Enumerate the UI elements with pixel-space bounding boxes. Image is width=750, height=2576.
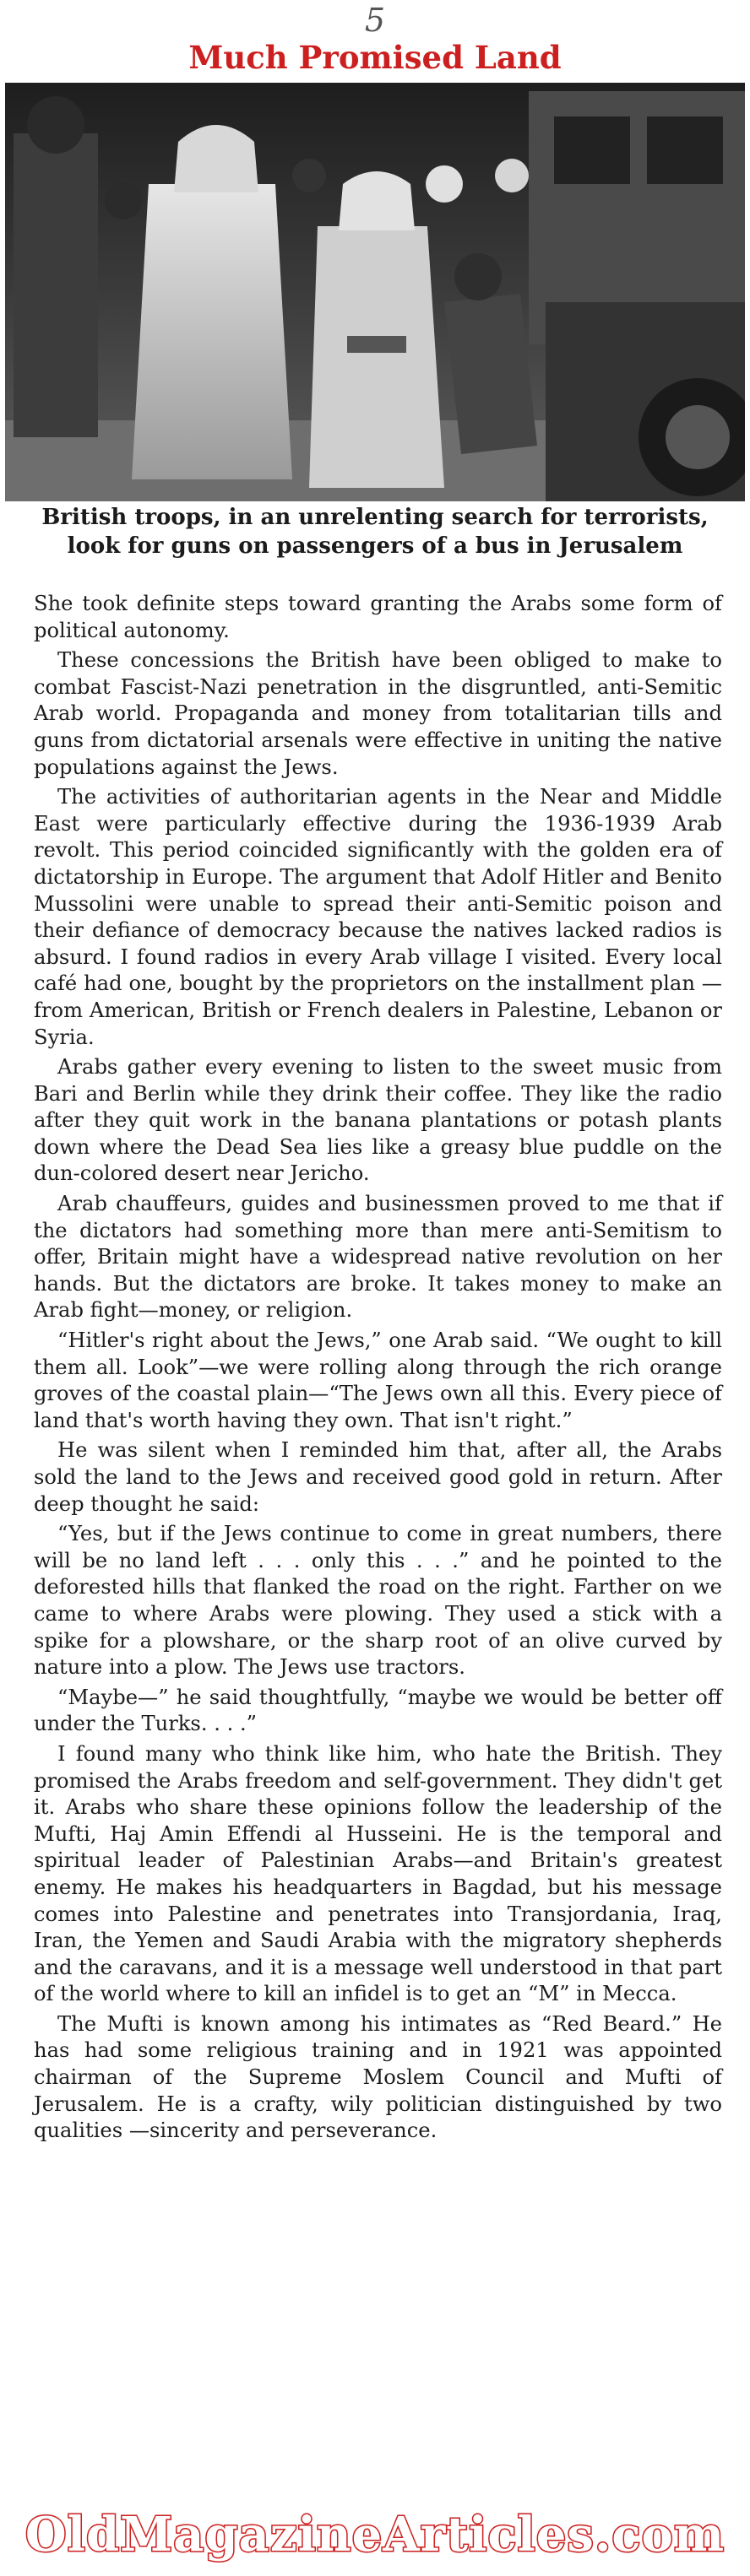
headline: Much Promised Land: [188, 39, 562, 76]
paragraph: Arabs gather every evening to listen to the sweet music from Bari and Berlin while they drink their coffee. They like the radio after they quit work in the banana plantations or potash plants down where the Dead Sea lies like a greasy blue puddle on the dun-colored desert near Jericho.: [34, 1055, 722, 1186]
page-number: 5: [364, 2, 386, 39]
photo-caption: [5, 503, 745, 560]
paragraph: The Mufti is known among his intimates as “Red Beard.” He has had some religious training and in 1921 was appointed chairman of the Supreme Moslem Council and Mufti of Jerusalem. He is a crafty, wily politician distinguished by two qualities —sincerity and perseverance.: [34, 2011, 722, 2143]
paragraph: These concessions the British have been obliged to make to combat Fascist-Nazi penetration in the disgruntled, anti-Semitic Arab world. Propaganda and money from totalitarian tills and guns from dictatorial arsenals were effective in uniting the native populations against the Jews.: [34, 648, 722, 779]
caption-line-2: look for guns on passengers of a bus in Jerusalem: [67, 533, 683, 559]
paragraph: She took definite steps toward granting the Arabs some form of political autonomy.: [34, 592, 722, 642]
paragraph: The activities of authoritarian agents in the Near and Middle East were particularly effective during the 1936-1939 Arab revolt. This period coincided significantly with the golden era of dictatorship in Europe. The argument that Adolf Hitler and Benito Mussolini were unable to spread their anti-Semitic poison and their defiance of democracy because the natives lacked radios is absurd. I found radios in every Arab village I visited. Every local café had one, bought by the proprietors on the installment plan —from American, British or French dealers in Palestine, Lebanon or Syria.: [34, 785, 722, 1049]
paragraph: “Hitler's right about the Jews,” one Arab said. “We ought to kill them all. Look”—we were rolling along through the rich orange groves of the coastal plain—“The Jews own all this. Every piece of land that's worth having they own. That isn't right.”: [34, 1329, 722, 1432]
article-body: [34, 591, 722, 2148]
paragraph: I found many who think like him, who hate the British. They promised the Arabs freedom and self-government. They didn't get it. Arabs who share these opinions follow the leadership of the Mufti, Haj Amin Effendi al Husseini. He is the temporal and spiritual leader of Palestinian Arabs—and Britain's greatest enemy. He makes his headquarters in Bagdad, but his message comes into Palestine and penetrates into Transjordania, Iraq, Iran, the Yemen and Saudi Arabia with the migratory shepherds and the caravans, and it is a message well understood in that part of the world where to kill an infidel is to get an “M” in Mecca.: [34, 1741, 722, 2006]
paragraph: “Maybe—” he said thoughtfully, “maybe we would be better off under the Turks. . . .”: [34, 1685, 722, 1736]
paragraph: He was silent when I reminded him that, after all, the Arabs sold the land to the Jews and received good gold in return. After deep thought he said:: [34, 1438, 722, 1516]
paragraph: Arab chauffeurs, guides and businessmen proved to me that if the dictators had something more than mere anti-Semitism to offer, Britain might have a widespread native revolution on her hands. But the dictators are broke. It takes money to make an Arab fight—money, or religion.: [34, 1192, 722, 1323]
photo-icon: [5, 83, 745, 501]
site-logo: OldMagazineArticles.com: [24, 2507, 726, 2562]
news-photo: [5, 83, 745, 501]
caption-line-1: British troops, in an unrelenting search for terrorists,: [41, 505, 709, 530]
paragraph: “Yes, but if the Jews continue to come in great numbers, there will be no land left . . . only this . . .” and he pointed to the deforested hills that flanked the road on the right. Farther on we came to where Arabs were plowing. They used a stick with a spike for a plowshare, or the sharp root of an olive curved by nature into a plow. The Jews use tractors.: [34, 1522, 722, 1680]
